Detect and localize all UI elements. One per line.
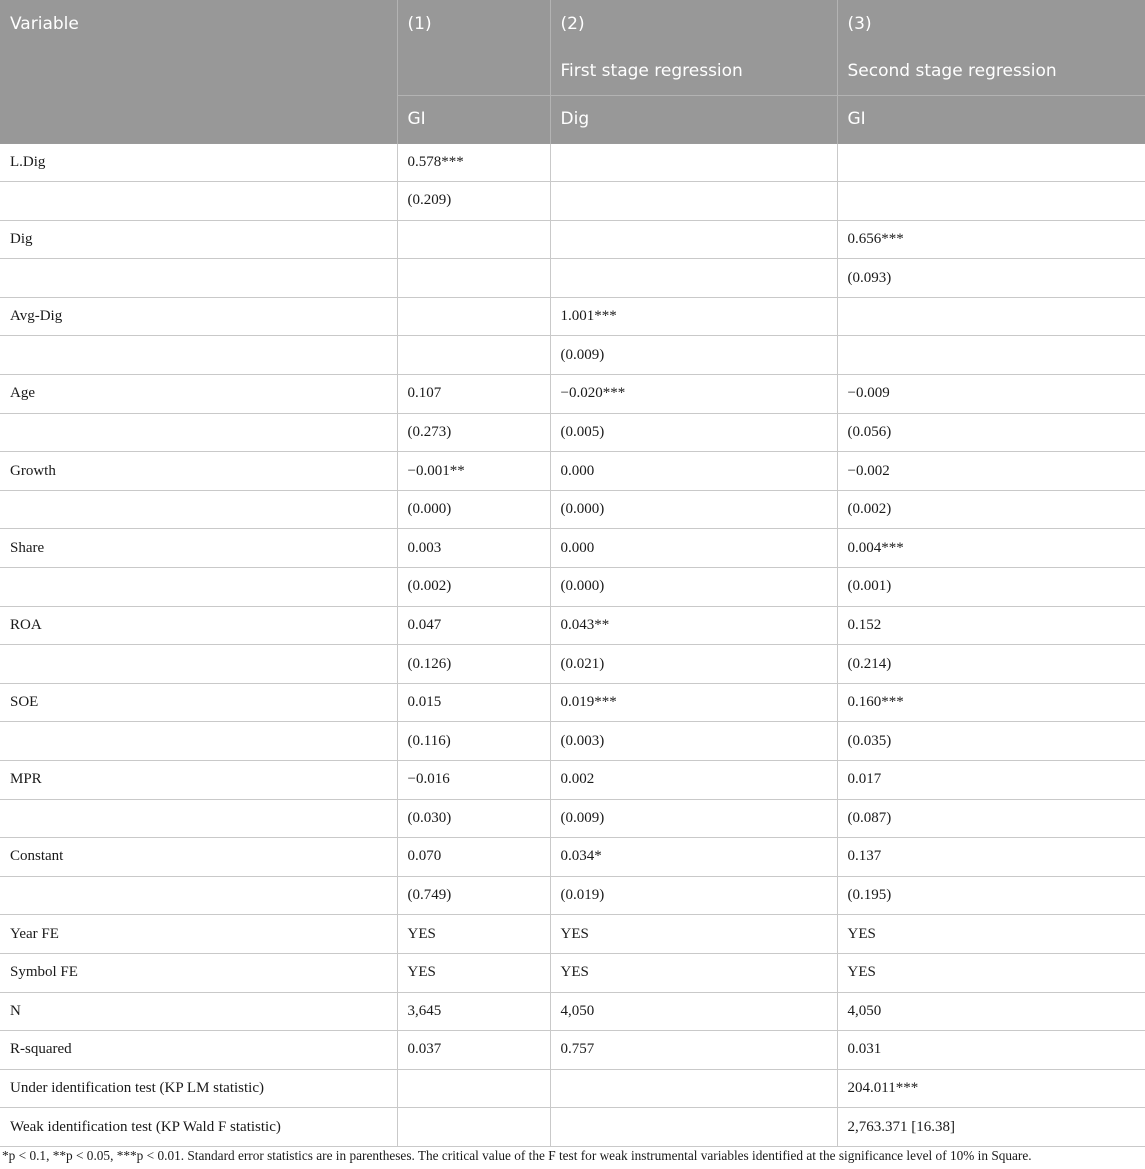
- table-cell: (0.000): [550, 568, 837, 607]
- row-label: MPR: [0, 761, 397, 800]
- header-stage-2: First stage regression: [550, 48, 837, 95]
- table-cell: YES: [550, 953, 837, 992]
- row-label: ROA: [0, 606, 397, 645]
- table-row: [0, 1069, 1145, 1108]
- table-row: [0, 568, 1145, 607]
- table-row: [0, 645, 1145, 684]
- table-cell: 0.137: [837, 838, 1145, 877]
- table-cell: (0.056): [837, 413, 1145, 452]
- table-cell: (0.019): [550, 876, 837, 915]
- header-col-2: (2): [550, 0, 837, 48]
- table-row: [0, 1108, 1145, 1147]
- table-cell: 0.043**: [550, 606, 837, 645]
- row-label: Symbol FE: [0, 953, 397, 992]
- table-cell: YES: [397, 915, 550, 954]
- table-cell: 4,050: [837, 992, 1145, 1031]
- table-cell: (0.002): [837, 490, 1145, 529]
- table-cell: −0.002: [837, 452, 1145, 491]
- header-stage-3: Second stage regression: [837, 48, 1145, 95]
- row-label: Age: [0, 375, 397, 414]
- table-cell: [397, 297, 550, 336]
- row-label: [0, 876, 397, 915]
- table-cell: 0.031: [837, 1031, 1145, 1070]
- table-cell: [550, 259, 837, 298]
- table-cell: (0.214): [837, 645, 1145, 684]
- table-cell: (0.001): [837, 568, 1145, 607]
- row-label: N: [0, 992, 397, 1031]
- row-label: [0, 182, 397, 221]
- table-row: [0, 259, 1145, 298]
- table-cell: (0.209): [397, 182, 550, 221]
- header-col-3: (3): [837, 0, 1145, 48]
- table-cell: [550, 220, 837, 259]
- row-label: [0, 336, 397, 375]
- table-cell: (0.087): [837, 799, 1145, 838]
- table-cell: 0.019***: [550, 683, 837, 722]
- table-cell: [837, 143, 1145, 182]
- table-row: [0, 683, 1145, 722]
- table-row: [0, 722, 1145, 761]
- row-label: Weak identification test (KP Wald F statistic): [0, 1108, 397, 1147]
- header-col-1: (1): [397, 0, 550, 48]
- table-cell: 0.107: [397, 375, 550, 414]
- row-label: [0, 799, 397, 838]
- table-cell: 0.000: [550, 452, 837, 491]
- table-cell: [550, 143, 837, 182]
- table-cell: 0.757: [550, 1031, 837, 1070]
- table-cell: [397, 336, 550, 375]
- table-row: [0, 529, 1145, 568]
- row-label: [0, 568, 397, 607]
- table-cell: 0.015: [397, 683, 550, 722]
- row-label: Year FE: [0, 915, 397, 954]
- table-cell: [837, 336, 1145, 375]
- table-cell: −0.016: [397, 761, 550, 800]
- table-row: [0, 1031, 1145, 1070]
- row-label: SOE: [0, 683, 397, 722]
- row-label: Under identification test (KP LM statistic): [0, 1069, 397, 1108]
- table-cell: 0.034*: [550, 838, 837, 877]
- table-cell: [550, 182, 837, 221]
- table-cell: (0.000): [550, 490, 837, 529]
- table-cell: −0.020***: [550, 375, 837, 414]
- table-cell: (0.116): [397, 722, 550, 761]
- row-label: [0, 259, 397, 298]
- header-depvar-3: GI: [837, 95, 1145, 143]
- row-label: Avg-Dig: [0, 297, 397, 336]
- row-label: Dig: [0, 220, 397, 259]
- table-cell: −0.001**: [397, 452, 550, 491]
- row-label: [0, 722, 397, 761]
- table-row: [0, 490, 1145, 529]
- table-cell: 2,763.371 [16.38]: [837, 1108, 1145, 1147]
- table-row: [0, 761, 1145, 800]
- table-row: [0, 375, 1145, 414]
- table-cell: 0.003: [397, 529, 550, 568]
- row-label: [0, 413, 397, 452]
- header-depvar-2: Dig: [550, 95, 837, 143]
- table-cell: YES: [397, 953, 550, 992]
- table-cell: (0.035): [837, 722, 1145, 761]
- header-variable: Variable: [0, 0, 397, 48]
- table-cell: [837, 297, 1145, 336]
- table-footnote: *p < 0.1, **p < 0.05, ***p < 0.01. Standard error statistics are in parentheses. The critical value of the F test for weak instrumental variables identified at the significance level of 10% in Square.: [2, 1148, 1032, 1163]
- header-depvar-1: GI: [397, 95, 550, 143]
- table-cell: 0.002: [550, 761, 837, 800]
- row-label: [0, 645, 397, 684]
- table-row: [0, 915, 1145, 954]
- table-cell: (0.009): [550, 799, 837, 838]
- table-cell: [397, 1108, 550, 1147]
- table-cell: −0.009: [837, 375, 1145, 414]
- table-cell: 3,645: [397, 992, 550, 1031]
- table-row: [0, 452, 1145, 491]
- table-row: [0, 143, 1145, 182]
- header-blank: [0, 95, 397, 143]
- table-row: [0, 336, 1145, 375]
- row-label: R-squared: [0, 1031, 397, 1070]
- table-cell: (0.021): [550, 645, 837, 684]
- table-cell: 0.152: [837, 606, 1145, 645]
- table-cell: YES: [837, 953, 1145, 992]
- row-label: Growth: [0, 452, 397, 491]
- table-cell: (0.005): [550, 413, 837, 452]
- table-cell: 0.578***: [397, 143, 550, 182]
- row-label: Share: [0, 529, 397, 568]
- table-cell: (0.000): [397, 490, 550, 529]
- row-label: Constant: [0, 838, 397, 877]
- table-cell: 0.037: [397, 1031, 550, 1070]
- table-cell: 0.047: [397, 606, 550, 645]
- table-cell: [397, 259, 550, 298]
- table-row: [0, 876, 1145, 915]
- table-cell: (0.002): [397, 568, 550, 607]
- table-row: [0, 953, 1145, 992]
- table-cell: 1.001***: [550, 297, 837, 336]
- table-row: [0, 413, 1145, 452]
- table-cell: (0.126): [397, 645, 550, 684]
- table-cell: YES: [550, 915, 837, 954]
- table-row: [0, 992, 1145, 1031]
- table-header: [0, 0, 1145, 143]
- table-cell: (0.030): [397, 799, 550, 838]
- table-cell: (0.093): [837, 259, 1145, 298]
- table-cell: (0.273): [397, 413, 550, 452]
- table-cell: 204.011***: [837, 1069, 1145, 1108]
- table-cell: [837, 182, 1145, 221]
- table-cell: 4,050: [550, 992, 837, 1031]
- table-cell: 0.004***: [837, 529, 1145, 568]
- table-cell: (0.195): [837, 876, 1145, 915]
- table-cell: 0.070: [397, 838, 550, 877]
- table-row: [0, 297, 1145, 336]
- table-row: [0, 606, 1145, 645]
- row-label: L.Dig: [0, 143, 397, 182]
- table-row: [0, 182, 1145, 221]
- table-cell: (0.003): [550, 722, 837, 761]
- table-cell: [397, 1069, 550, 1108]
- table-body: [0, 143, 1145, 1146]
- row-label: [0, 490, 397, 529]
- table-cell: (0.009): [550, 336, 837, 375]
- table-cell: 0.160***: [837, 683, 1145, 722]
- table-row: [0, 799, 1145, 838]
- table-cell: [550, 1069, 837, 1108]
- table-row: [0, 838, 1145, 877]
- table-cell: 0.656***: [837, 220, 1145, 259]
- table-cell: 0.017: [837, 761, 1145, 800]
- header-blank: [0, 48, 397, 95]
- table-cell: (0.749): [397, 876, 550, 915]
- table-row: [0, 220, 1145, 259]
- header-stage-1: [397, 48, 550, 95]
- table-cell: [397, 220, 550, 259]
- table-cell: [550, 1108, 837, 1147]
- table-cell: YES: [837, 915, 1145, 954]
- table-cell: 0.000: [550, 529, 837, 568]
